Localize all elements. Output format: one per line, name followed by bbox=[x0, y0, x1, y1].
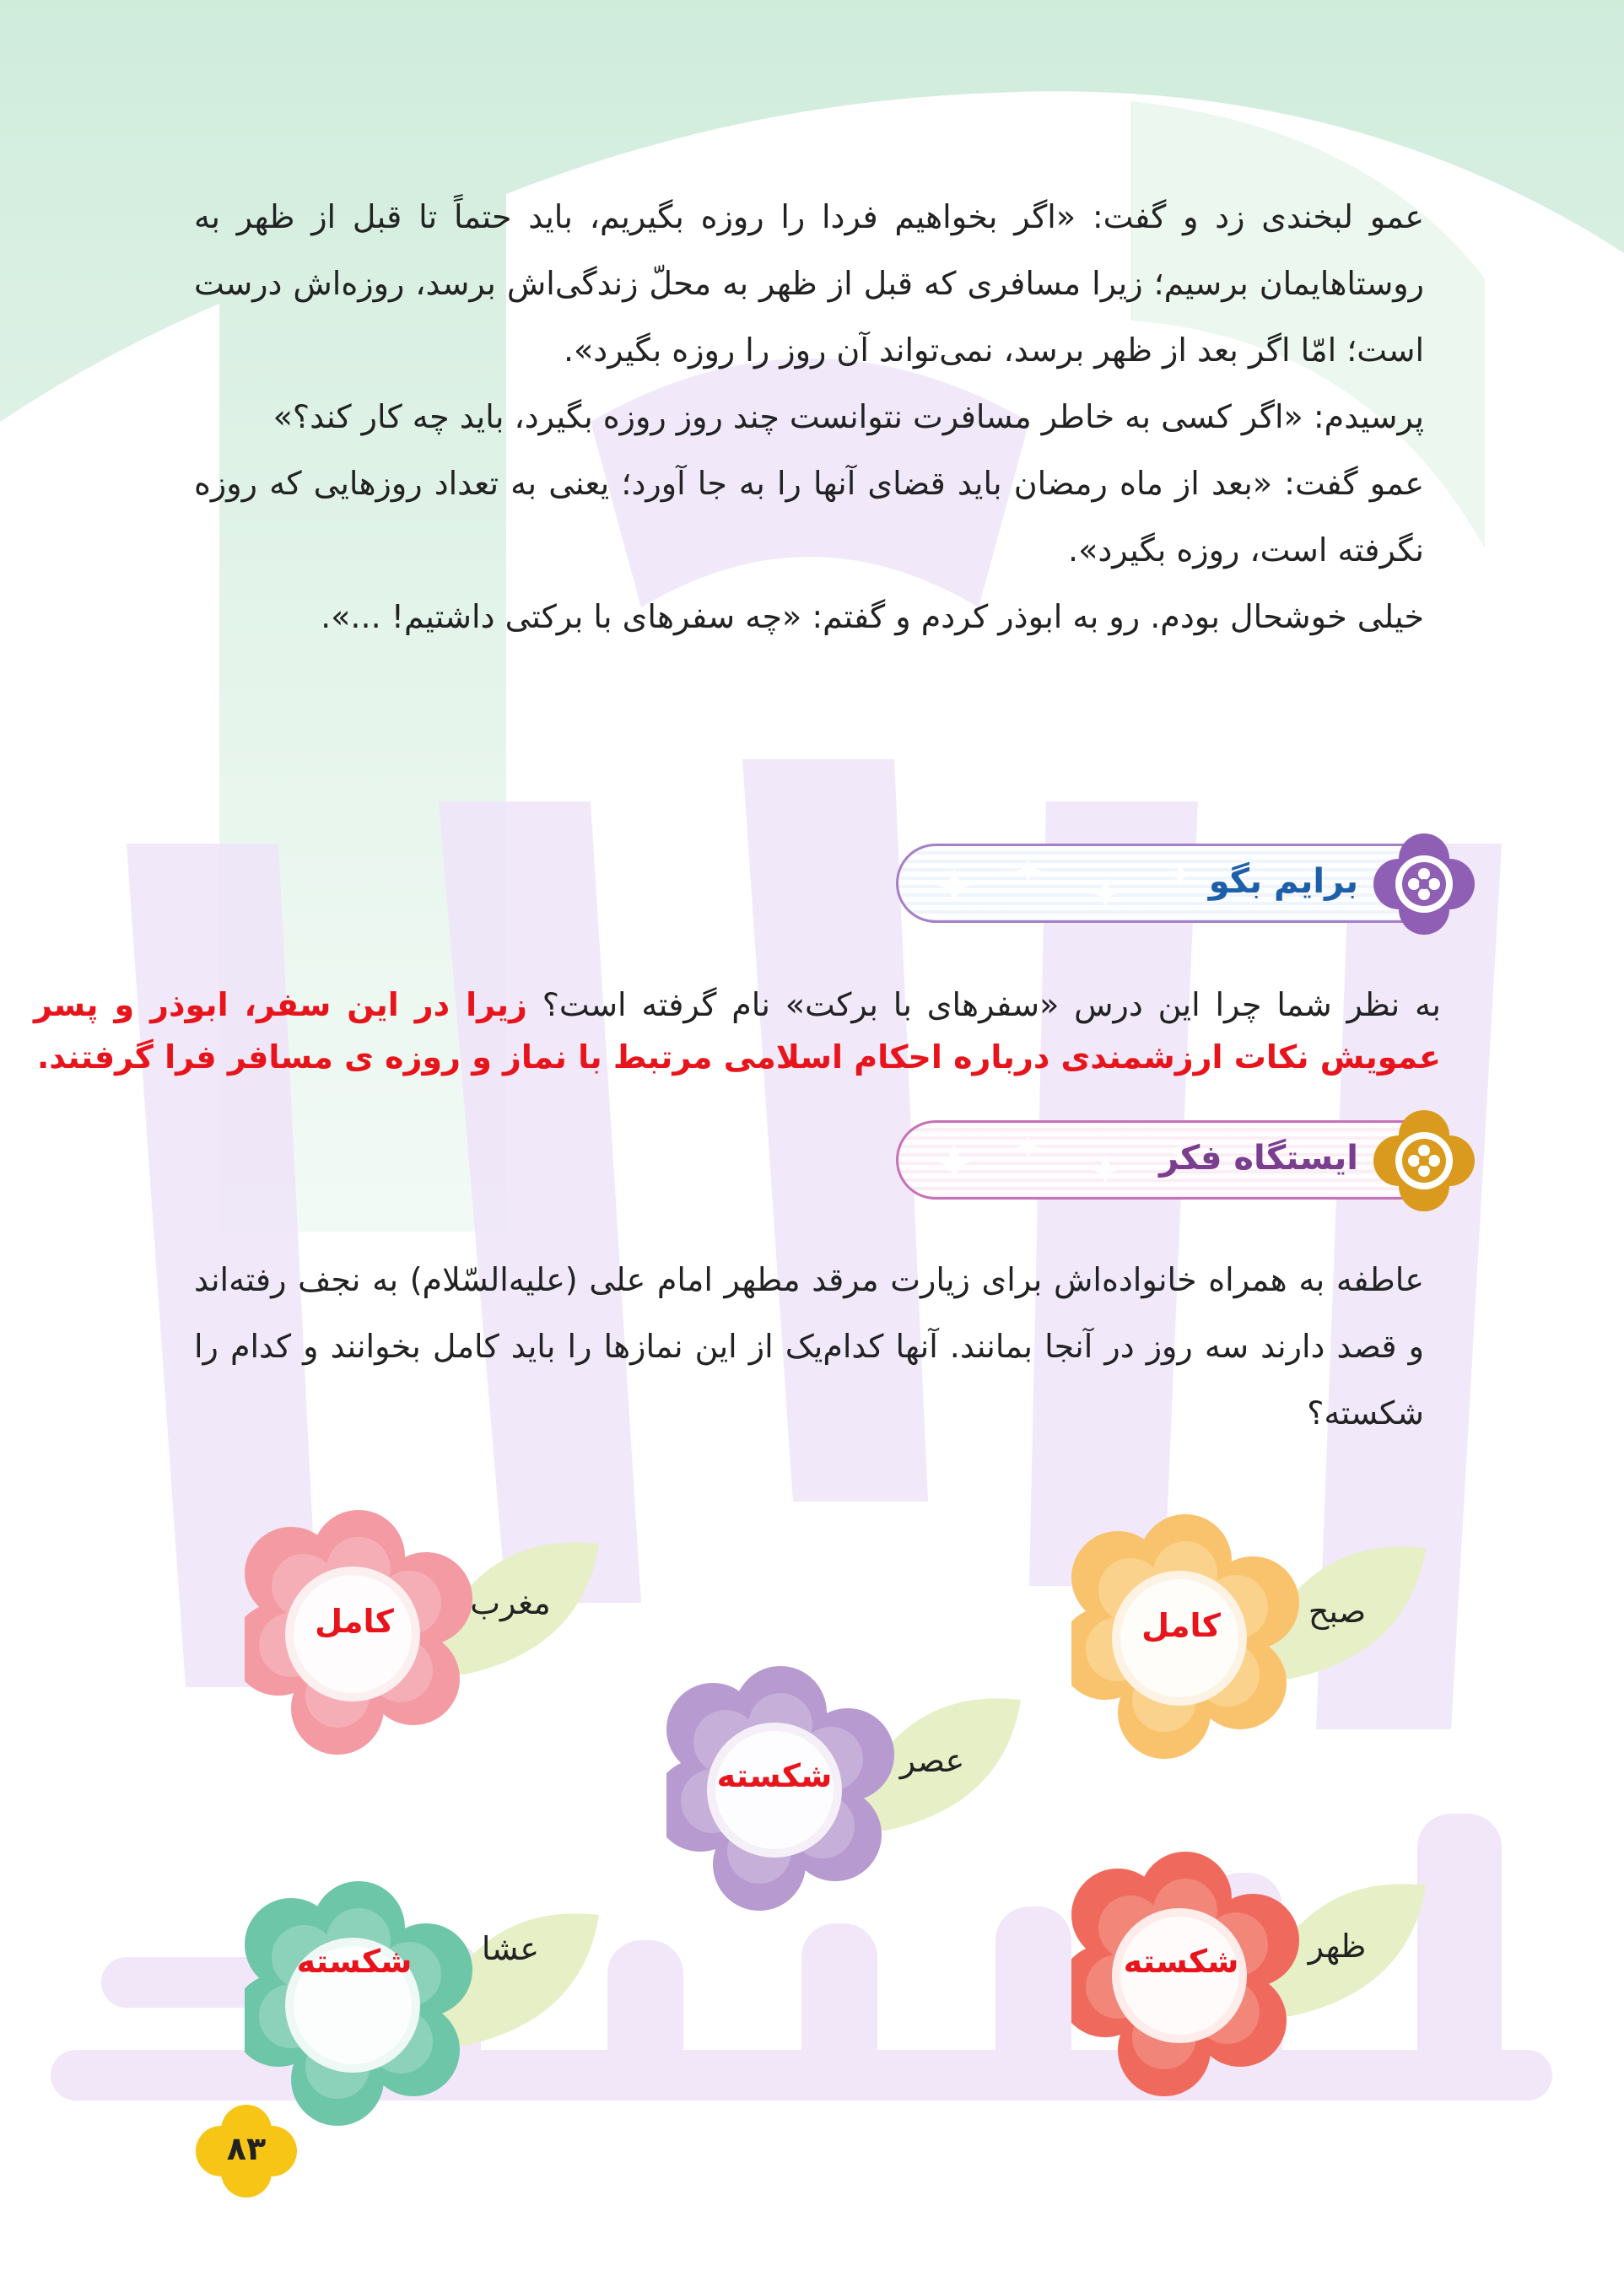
flower-badge-icon bbox=[1373, 1110, 1475, 1211]
flower-zohr-prayer: ظهر bbox=[1308, 1928, 1367, 1965]
story-paragraph-4: خیلی خوشحال بودم. رو به ابوذر کردم و گفتم: «چه سفرهای با برکتی داشتیم! ...». bbox=[321, 598, 1424, 635]
section-2-question-text: عاطفه به همراه خانواده‌اش برای زیارت مرقد مطهر امام علی (علیه‌السّلام) به نجف رفته‌اند و قصد دارند سه روز در آنجا بمانند. آنها کدام‌یک از این نمازها را باید کامل بخوانند و کدام را شکسته؟ bbox=[194, 1261, 1424, 1432]
section-1-answer: زیرا در این سفر، ابوذر و پسر عمویش نکات ارزشمندی درباره احکام اسلامی مرتبط با نماز و روزه ی مسافر فرا گرفتند. bbox=[34, 986, 1441, 1076]
flower-isha bbox=[245, 1877, 616, 2133]
section-1-heading-bar bbox=[896, 844, 1453, 923]
section-2-title: ایستگاه فکر bbox=[1159, 1139, 1358, 1178]
flower-maghrib-answer: کامل bbox=[315, 1603, 394, 1640]
flower-asr-answer: شکسته bbox=[716, 1757, 833, 1794]
flower-isha-answer: شکسته bbox=[296, 1943, 413, 1980]
flower-icon bbox=[245, 1877, 616, 2130]
story-text bbox=[194, 184, 1424, 650]
flower-badge-icon bbox=[1373, 833, 1475, 935]
section-1-title: برایم بگو bbox=[1208, 862, 1358, 901]
story-paragraph-3: عمو گفت: «بعد از ماه رمضان باید قضای آنها را به جا آورد؛ یعنی به تعداد روزهایی که روزه نگرفته است، روزه بگیرد». bbox=[194, 465, 1424, 569]
story-paragraph-2: پرسیدم: «اگر کسی به خاطر مسافرت نتوانست چند روز روزه بگیرد، باید چه کار کند؟» bbox=[272, 398, 1424, 435]
flower-sobh-answer: کامل bbox=[1141, 1607, 1221, 1644]
flower-maghrib-prayer: مغرب bbox=[470, 1584, 551, 1621]
section-2-question bbox=[194, 1247, 1424, 1447]
flower-isha-prayer: عشا bbox=[481, 1930, 540, 1967]
section-1-question: به نظر شما چرا این درس «سفرهای با برکت» نام گرفته است؟ bbox=[542, 986, 1441, 1023]
page-number: ۸۳ bbox=[226, 2130, 267, 2167]
flower-zohr-answer: شکسته bbox=[1123, 1943, 1239, 1980]
flower-asr-prayer: عصر bbox=[899, 1742, 965, 1779]
flower-sobh-prayer: صبح bbox=[1308, 1593, 1367, 1630]
section-2-badge bbox=[1373, 1110, 1475, 1215]
section-1-qa bbox=[34, 979, 1441, 1083]
sparkle-decoration bbox=[898, 846, 1450, 920]
section-1-badge bbox=[1373, 833, 1475, 938]
story-paragraph-1: عمو لبخندی زد و گفت: «اگر بخواهیم فردا را روزه بگیریم، باید حتماً تا قبل از ظهر به روستاهایمان برسیم؛ زیرا مسافری که قبل از ظهر به محلّ زندگی‌اش برسد، روزه‌اش درست است؛ امّا اگر بعد از ظهر برسد، نمی‌تواند آن روز را روزه بگیرد». bbox=[194, 198, 1424, 369]
